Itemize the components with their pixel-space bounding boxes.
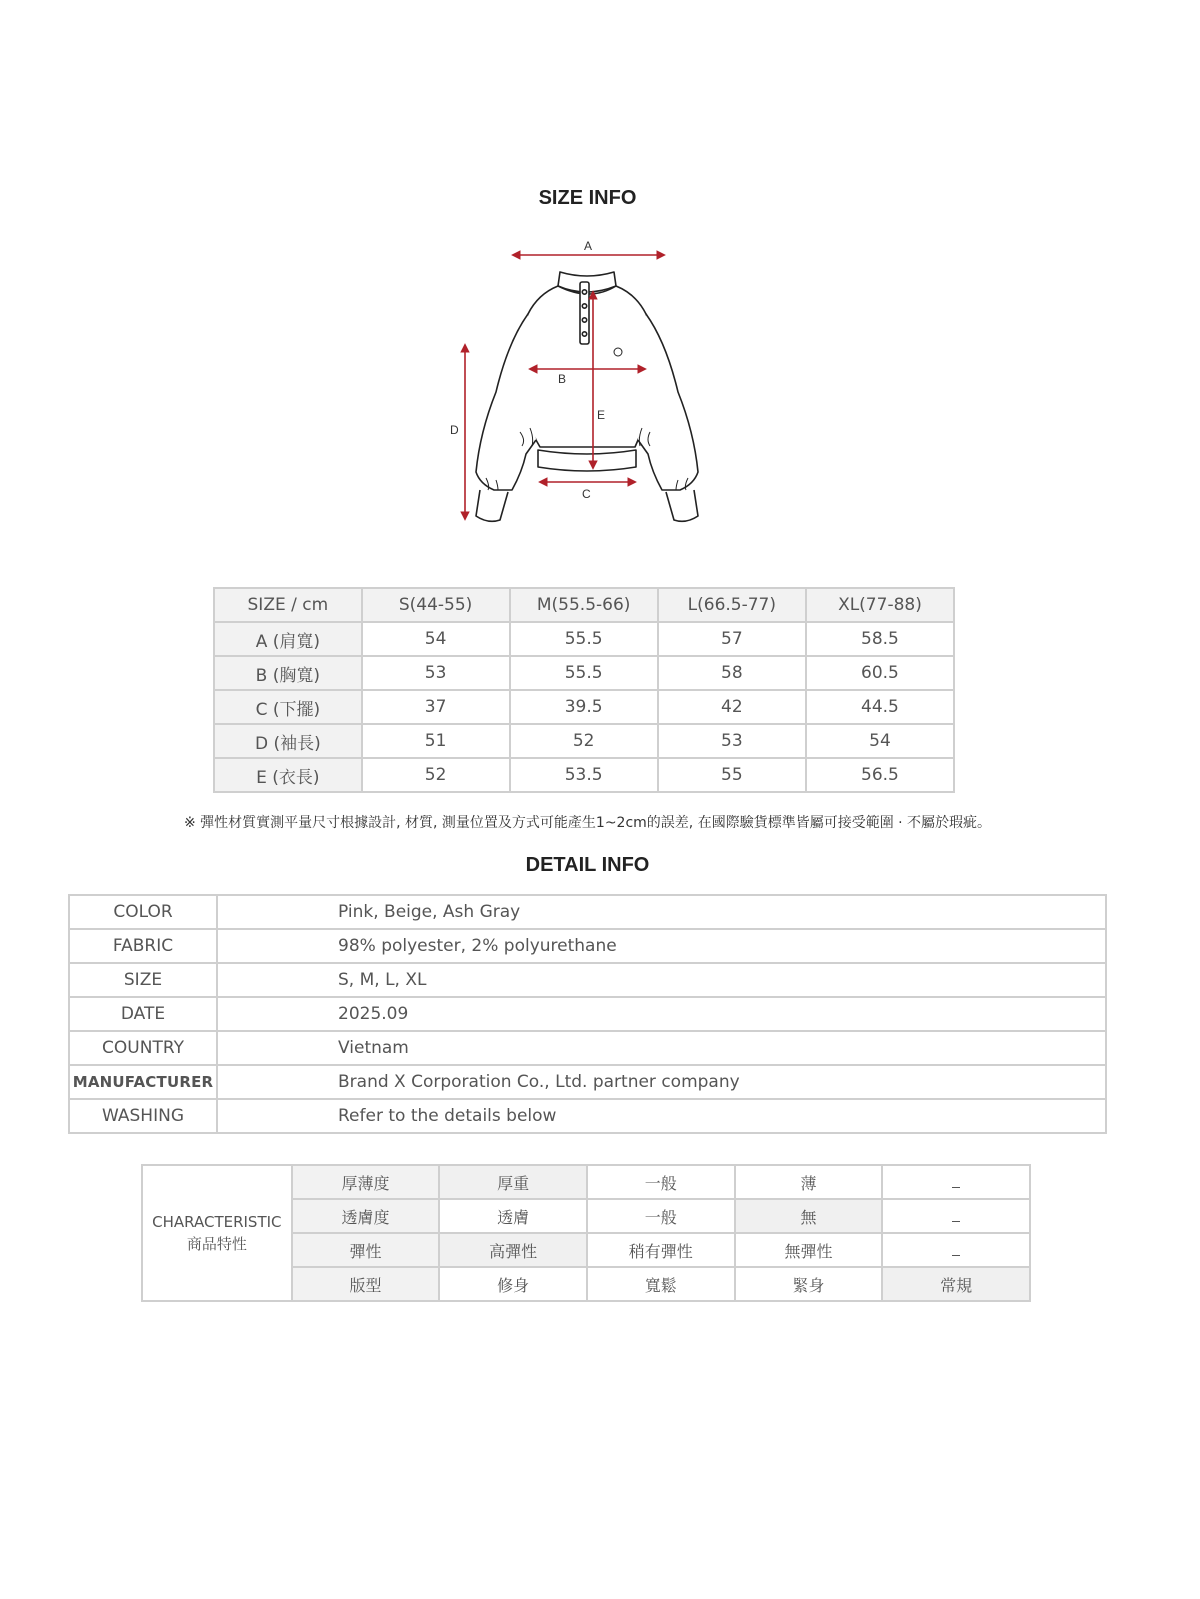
detail-value: Brand X Corporation Co., Ltd. partner company	[217, 1065, 1106, 1099]
dash-placeholder	[952, 1221, 960, 1222]
detail-row-country	[69, 1031, 1106, 1065]
size-row-label: B (胸寬)	[214, 656, 362, 690]
size-table-row	[214, 724, 954, 758]
char-option: 透膚	[439, 1199, 587, 1233]
size-row-label: E (衣長)	[214, 758, 362, 792]
characteristic-title-zh: 商品特性	[186, 1235, 247, 1253]
size-cell: 53	[658, 724, 806, 758]
size-cell: 55.5	[510, 622, 658, 656]
size-cell: 53.5	[510, 758, 658, 792]
detail-label: DATE	[69, 997, 217, 1031]
label-c: C	[582, 487, 591, 501]
size-table-row	[214, 690, 954, 724]
label-d: D	[450, 423, 459, 437]
label-a: A	[584, 239, 593, 253]
label-e: E	[597, 408, 606, 422]
size-cell: 55	[658, 758, 806, 792]
characteristic-table	[141, 1164, 1031, 1302]
size-note: ※ 彈性材質實測平量尺寸根據設計, 材質, 測量位置及方式可能產生1~2cm的誤差, 在國際驗貨標準皆屬可接受範圍 · 不屬於瑕疵。	[183, 815, 992, 831]
size-row-label: D (袖長)	[214, 724, 362, 758]
detail-row-color	[69, 895, 1106, 929]
size-cell: 44.5	[806, 690, 954, 724]
size-cell: 37	[362, 690, 510, 724]
size-header-cell: SIZE / cm	[214, 588, 362, 622]
detail-row-fabric	[69, 929, 1106, 963]
detail-label: COLOR	[69, 895, 217, 929]
detail-value: Refer to the details below	[217, 1099, 1106, 1133]
char-option: 緊身	[735, 1267, 883, 1301]
detail-value: 98% polyester, 2% polyurethane	[217, 929, 1106, 963]
size-header-cell: M(55.5-66)	[510, 588, 658, 622]
detail-info-title: DETAIL INFO	[525, 854, 650, 876]
char-option: 厚重	[439, 1165, 587, 1199]
characteristic-title-en: CHARACTERISTIC	[152, 1213, 282, 1231]
char-category: 厚薄度	[292, 1165, 440, 1199]
size-table-row	[214, 758, 954, 792]
detail-label: WASHING	[69, 1099, 217, 1133]
char-option: 無彈性	[735, 1233, 883, 1267]
size-table-row	[214, 656, 954, 690]
char-option	[882, 1199, 1030, 1233]
char-option: 一般	[587, 1165, 735, 1199]
detail-row-size	[69, 963, 1106, 997]
size-cell: 52	[362, 758, 510, 792]
size-cell: 57	[658, 622, 806, 656]
size-cell: 55.5	[510, 656, 658, 690]
detail-row-date	[69, 997, 1106, 1031]
detail-label: SIZE	[69, 963, 217, 997]
size-cell: 42	[658, 690, 806, 724]
char-option: 寬鬆	[587, 1267, 735, 1301]
size-info-title: SIZE INFO	[538, 187, 637, 209]
size-row-label: C (下擺)	[214, 690, 362, 724]
char-option: 常規	[882, 1267, 1030, 1301]
char-category: 版型	[292, 1267, 440, 1301]
size-table-row	[214, 622, 954, 656]
char-option: 無	[735, 1199, 883, 1233]
characteristic-heading	[142, 1165, 292, 1301]
char-option: 一般	[587, 1199, 735, 1233]
detail-value: Vietnam	[217, 1031, 1106, 1065]
detail-label: COUNTRY	[69, 1031, 217, 1065]
detail-label: MANUFACTURER	[69, 1065, 217, 1099]
detail-row-washing	[69, 1099, 1106, 1133]
detail-value: S, M, L, XL	[217, 963, 1106, 997]
detail-value: Pink, Beige, Ash Gray	[217, 895, 1106, 929]
char-option: 修身	[439, 1267, 587, 1301]
size-cell: 52	[510, 724, 658, 758]
detail-row-manufacturer	[69, 1065, 1106, 1099]
size-cell: 58.5	[806, 622, 954, 656]
detail-table	[68, 894, 1107, 1134]
char-category: 透膚度	[292, 1199, 440, 1233]
label-b: B	[558, 372, 567, 386]
size-header-cell: L(66.5-77)	[658, 588, 806, 622]
size-row-label: A (肩寬)	[214, 622, 362, 656]
sweatshirt-outline	[476, 272, 698, 521]
char-option	[882, 1165, 1030, 1199]
char-category: 彈性	[292, 1233, 440, 1267]
size-cell: 60.5	[806, 656, 954, 690]
sweatshirt-diagram	[440, 232, 730, 532]
size-table	[213, 587, 955, 793]
size-cell: 56.5	[806, 758, 954, 792]
size-cell: 39.5	[510, 690, 658, 724]
char-option: 高彈性	[439, 1233, 587, 1267]
dash-placeholder	[952, 1255, 960, 1256]
detail-label: FABRIC	[69, 929, 217, 963]
size-cell: 54	[362, 622, 510, 656]
detail-value: 2025.09	[217, 997, 1106, 1031]
size-table-header	[214, 588, 954, 622]
size-cell: 53	[362, 656, 510, 690]
size-cell: 51	[362, 724, 510, 758]
char-option	[882, 1233, 1030, 1267]
dash-placeholder	[952, 1187, 960, 1188]
char-row	[142, 1165, 1030, 1199]
char-option: 稍有彈性	[587, 1233, 735, 1267]
size-header-cell: S(44-55)	[362, 588, 510, 622]
size-cell: 54	[806, 724, 954, 758]
size-header-cell: XL(77-88)	[806, 588, 954, 622]
size-cell: 58	[658, 656, 806, 690]
char-option: 薄	[735, 1165, 883, 1199]
